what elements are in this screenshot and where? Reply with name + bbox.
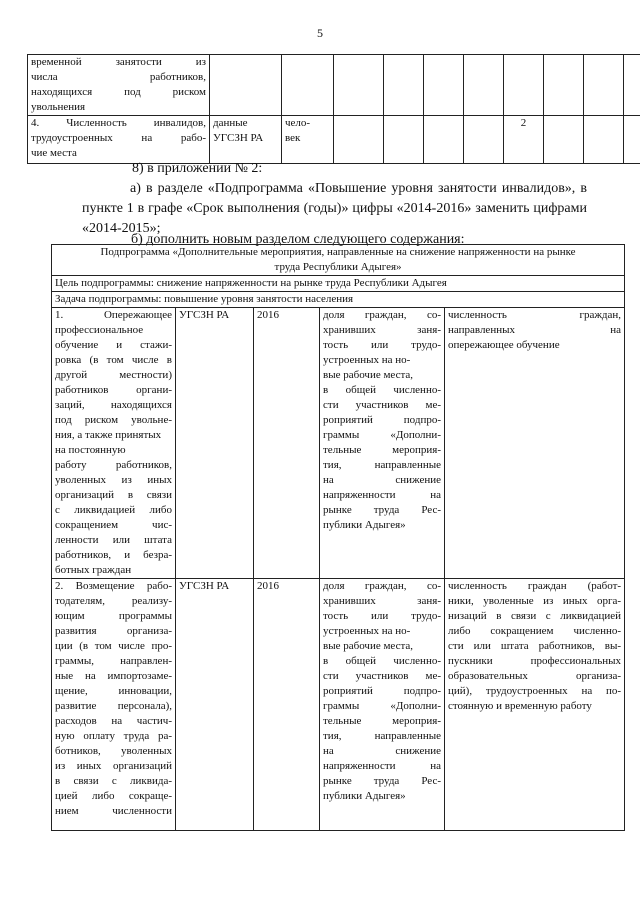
cell <box>384 55 424 116</box>
text-line: граммы, направлен- <box>55 655 172 667</box>
text-line: в общей численно- <box>323 655 441 667</box>
subprogram-goal: Цель подпрограммы: снижение напряженности на рынке труда Республики Адыгея <box>52 276 625 292</box>
text-line: чело- <box>285 117 311 129</box>
text-line: вые рабочие места, <box>323 640 414 652</box>
text-line: цией либо сокраще- <box>55 790 172 802</box>
text-line: уволенных из иных <box>55 474 172 486</box>
executor-cell: УГСЗН РА <box>176 308 254 579</box>
result-cell <box>445 308 625 579</box>
cell <box>424 55 464 116</box>
text-line: профессиональное <box>55 324 144 336</box>
text-line: работников органи- <box>55 384 172 396</box>
text-line: из иных организаций <box>55 760 172 772</box>
text-line: ния, а также принятых на постоянную <box>55 429 162 456</box>
year-cell: 2016 <box>254 308 320 579</box>
text-line: работу работников, <box>55 459 172 471</box>
text-line: другой местности) <box>55 369 172 381</box>
text-line: устроенных на но- <box>323 354 411 366</box>
text-line: увольнения <box>31 101 86 113</box>
cell <box>384 116 424 164</box>
cell <box>334 55 384 116</box>
subprogram-table <box>51 244 625 831</box>
text-line: чие места <box>31 147 77 159</box>
cell <box>584 55 624 116</box>
result-cell <box>445 579 625 831</box>
text-line: 4. Численность инвалидов, <box>31 117 206 129</box>
text-line: 2. Возмещение рабо- <box>55 580 172 592</box>
text-line: тия, направленные <box>323 459 441 471</box>
text-line: трудоустроенных на рабо- <box>31 132 206 144</box>
value: 2 <box>520 117 527 129</box>
text-line: в связи с ликвида- <box>55 775 172 787</box>
indicators-table-continued <box>27 54 640 164</box>
text-line: тельные мероприя- <box>323 444 441 456</box>
activity-cell <box>52 579 176 831</box>
table-row <box>52 579 625 831</box>
cell <box>424 116 464 164</box>
text-line: на снижение <box>323 474 441 486</box>
text-line: век <box>285 132 301 144</box>
text-line: развития организа- <box>55 625 172 637</box>
text-line: обучение и стажи- <box>55 339 172 351</box>
text-line: Подпрограмма «Дополнительные мероприятия, направленные на снижение напряженности на рынке <box>100 246 576 258</box>
text-line: организаций в связи <box>55 489 172 501</box>
text-line: напряженности на <box>323 489 441 501</box>
unit-cell <box>282 116 334 164</box>
text-line: щение, инновации, <box>55 685 172 697</box>
text-line: развитие персонала), <box>55 700 172 712</box>
cell <box>464 55 504 116</box>
cell <box>624 116 640 164</box>
page-number: 5 <box>317 26 323 40</box>
text-line: роприятий подпро- <box>323 414 441 426</box>
source-cell <box>210 116 282 164</box>
text-line: числа работников, <box>31 71 206 83</box>
text-line: низаций в связи с ликвидацией <box>448 610 622 622</box>
text-line: хранивших заня- <box>323 324 441 336</box>
subprogram-task: Задача подпрограммы: повышение уровня занятости населения <box>52 292 625 308</box>
text-line: работников, и безра- <box>55 549 172 561</box>
text-line: сокращением чис- <box>55 519 172 531</box>
text-line: находящихся под риском <box>31 86 206 98</box>
cell <box>544 116 584 164</box>
text-line: ровка (в том числе в <box>55 354 172 366</box>
text-line: граммы «Дополни- <box>323 700 441 712</box>
text-line: ций), трудоустроенных на по- <box>448 685 622 697</box>
text-line: под риском увольне- <box>55 414 172 426</box>
text-line: либо сокращением численно- <box>448 625 622 637</box>
text-line: расходов на частич- <box>55 715 172 727</box>
paragraph-a: а) в разделе «Подпрограмма «Повышение уровня занятости инвалидов», в пункте 1 в графе «Срок выполнения (годы)» цифры «2014-2016» заменить цифрами «2014-2015»; <box>82 181 587 236</box>
year-cell: 2016 <box>254 579 320 831</box>
indicator-cell <box>320 579 445 831</box>
text-line: 1. Опережающее <box>55 309 172 321</box>
text-line: заций, находящихся <box>55 399 172 411</box>
text-line: данные <box>213 117 248 129</box>
value-cell <box>504 116 544 164</box>
text-line: вые рабочие места, <box>323 369 414 381</box>
text-line: с ликвидацией либо <box>55 504 172 516</box>
text-line: временной занятости из <box>31 56 206 68</box>
table-row <box>52 308 625 579</box>
text-line: ную оплату труда ра- <box>55 730 172 742</box>
paragraph-b: б) дополнить новым разделом следующего содержания: <box>131 232 465 247</box>
text-line: ботных граждан <box>55 564 132 576</box>
row-disabled-employed-name <box>28 116 210 164</box>
text-line: рынке труда Рес- <box>323 504 441 516</box>
text-line: напряженности на <box>323 760 441 772</box>
cell <box>282 55 334 116</box>
text-line: ные на импортозаме- <box>55 670 172 682</box>
text-line: численность граждан (работ- <box>448 580 622 592</box>
text-line: образовательных организа- <box>448 670 622 682</box>
text-line: УГСЗН РА <box>213 132 264 144</box>
paragraph-appendix-2: 8) в приложении № 2: <box>132 161 263 176</box>
cell <box>210 55 282 116</box>
text-line: направленных на <box>448 324 622 336</box>
text-line: ники, уволенные из иных орга- <box>448 595 622 607</box>
text-line: сти или штата работников, вы- <box>448 640 622 652</box>
cell <box>544 55 584 116</box>
text-line: роприятий подпро- <box>323 685 441 697</box>
text-line: численность граждан, <box>448 309 622 321</box>
text-line: ботников, уволенных <box>55 745 172 757</box>
indicator-cell <box>320 308 445 579</box>
text-line: опережающее обучение <box>448 339 560 351</box>
text-line: на снижение <box>323 745 441 757</box>
text-line: доля граждан, со- <box>323 580 441 592</box>
cell <box>504 55 544 116</box>
text-line: тельные мероприя- <box>323 715 441 727</box>
text-line: граммы «Дополни- <box>323 429 441 441</box>
cell <box>464 116 504 164</box>
text-line: ции (в том числе про- <box>55 640 172 652</box>
text-line: сти участников ме- <box>323 670 441 682</box>
text-line: пускники профессиональных <box>448 655 622 667</box>
cell <box>334 116 384 164</box>
cell <box>584 116 624 164</box>
text-line: стоянную и временную работу <box>448 700 592 712</box>
text-line: доля граждан, со- <box>323 309 441 321</box>
text-line: сти участников ме- <box>323 399 441 411</box>
row-prev-indicator-name <box>28 55 210 116</box>
executor-cell: УГСЗН РА <box>176 579 254 831</box>
text-line: устроенных на но- <box>323 625 411 637</box>
cell <box>624 55 640 116</box>
text-line: публики Адыгея» <box>323 790 406 802</box>
text-line: ющим программы <box>55 610 172 622</box>
text-line: труда Республики Адыгея» <box>274 261 402 273</box>
subprogram-header <box>52 245 625 276</box>
text-line: тия, направленные <box>323 730 441 742</box>
text-line: публики Адыгея» <box>323 519 406 531</box>
text-line: тость или трудо- <box>323 339 441 351</box>
text-line: тодателям, реализу- <box>55 595 172 607</box>
text-line: в общей численно- <box>323 384 441 396</box>
text-line: ленности или штата <box>55 534 172 546</box>
activity-cell <box>52 308 176 579</box>
text-line: нием численности <box>55 805 172 817</box>
text-line: рынке труда Рес- <box>323 775 441 787</box>
text-line: тость или трудо- <box>323 610 441 622</box>
text-line: хранивших заня- <box>323 595 441 607</box>
